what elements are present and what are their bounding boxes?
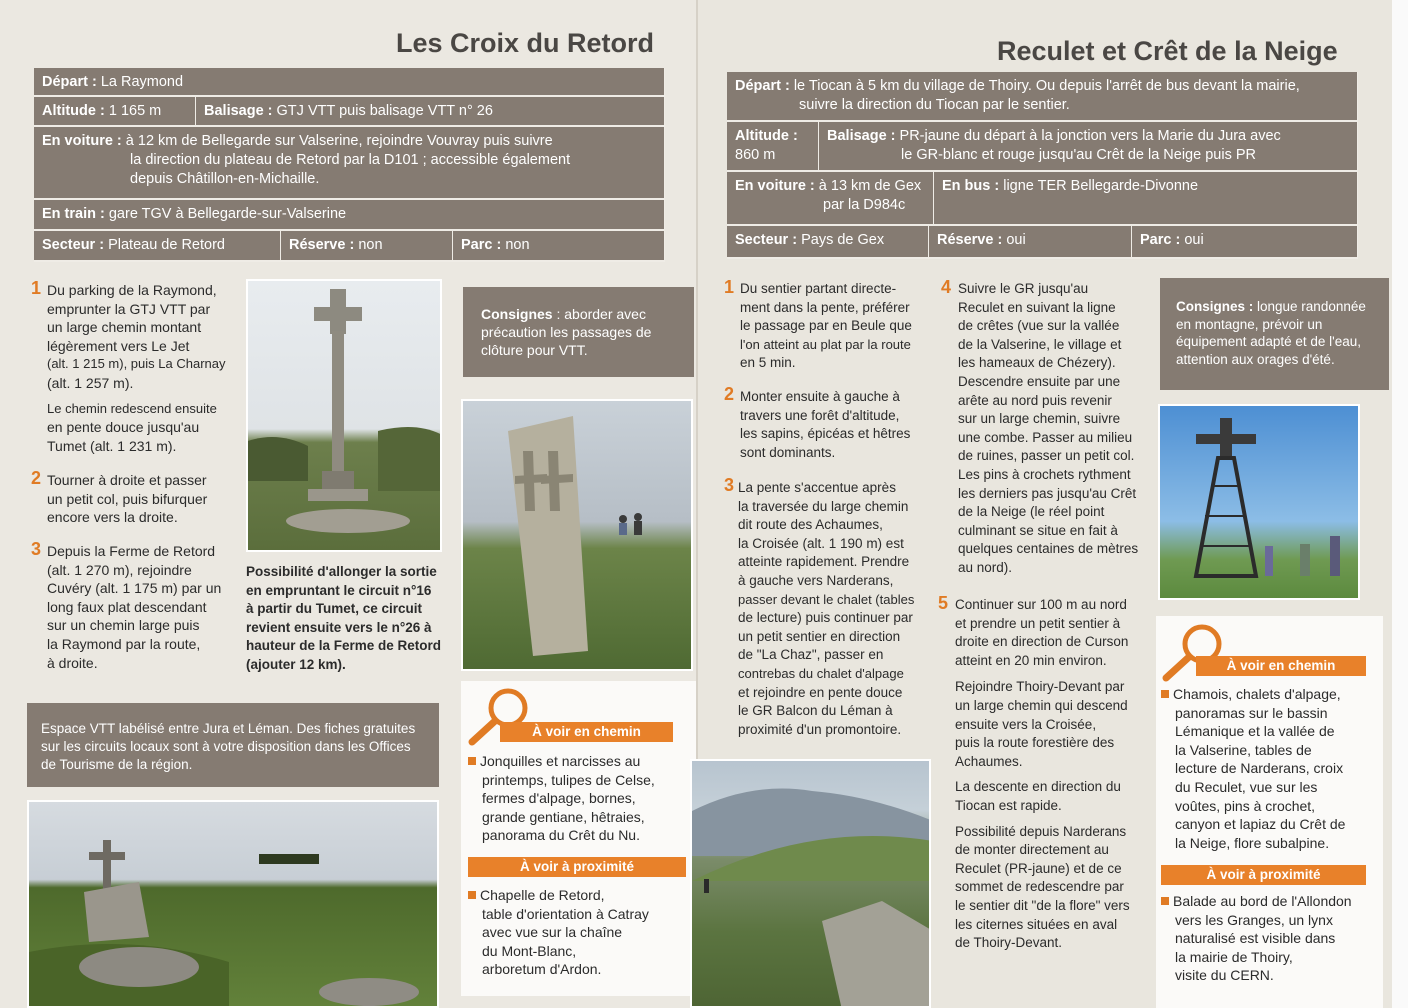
right-step-5: Continuer sur 100 m au nord et prendre un petit sentier à droite en direction de Curson atteint en 20 min environ. Rejoindre Thoiry-Devant par un large chemin qui descend ensuite vers la Croisée, puis la route forestière des Achaumes. La descente en direction du Tiocan est rapide. Possibilité depuis Narderans de monter directement au Reculet (PR-jaune) et de ce sommet de redescendre par le sentier dit "de la flore" vers les citernes situées en aval de Thoiry-Devant. (955, 597, 1130, 951)
photo-standing-stone (461, 399, 693, 671)
right-voir-proximite-list: Balade au bord de l'Allondon vers les Granges, un lynx naturalisé est visible dans la mairie de Thoiry, visite du CERN. (1161, 892, 1376, 985)
step-number-2: 2 (31, 468, 42, 488)
mountain-drawing (692, 761, 931, 1008)
left-step-3: Depuis la Ferme de Retord (alt. 1 270 m), rejoindre Cuvéry (alt. 1 175 m) par un long faux plat descendant sur un chemin large puis la Raymond par la route, à droite. (47, 543, 222, 671)
right-consignes-box: Consignes : longue randonnée en montagne, prévoir un équipement adapté et de l'eau, attention aux orages d'été. (1160, 278, 1389, 390)
left-info-panel: Départ : La Raymond Altitude : 1 165 m Balisage : GTJ VTT puis balisage VTT n° 26 En voiture : à 12 km de Bellegarde sur Valserine, rejoindre Vouvray puis suivre la direction du plateau de Retord par la D101 ; accessible également depuis Châtillon-en-Michaille. En train : gare TGV à Bellegarde-sur-Valserine Secteur : Plateau de Retord Réserve : non Parc : non (34, 68, 665, 262)
left-title: Les Croix du Retord (396, 28, 655, 58)
right-voir-proximite-header: À voir à proximité (1161, 865, 1366, 885)
stone-cross-drawing (248, 281, 442, 552)
right-title: Reculet et Crêt de la Neige (997, 36, 1338, 66)
step-number-3: 3 (724, 475, 735, 495)
step-number-3: 3 (31, 539, 42, 559)
step-number-5: 5 (938, 593, 949, 613)
field-cross-drawing (29, 802, 439, 1008)
left-step-2: Tourner à droite et passer un petit col, puis bifurquer encore vers la droite. (47, 472, 208, 526)
bullet-square (1161, 897, 1169, 905)
right-step-2: Monter ensuite à gauche à travers une forêt d'altitude, les sapins, épicéas et hêtres sont dominants. (740, 389, 911, 460)
metal-cross-drawing (1160, 406, 1360, 600)
right-step-4: Suivre le GR jusqu'au Reculet en suivant la ligne de crêtes (vue sur la vallée de la Valserine, le village et les hameaux de Chézery). Descendre ensuite par une arête au nord puis revenir sur un large chemin, suivre une combe. Passer au milieu de ruines, passer un petit col. Les pins à crochets rythment les derniers pas jusqu'au Crêt de la Neige (le réel point culminant se situe en fait à quelques centaines de mètres au nord). (958, 281, 1139, 575)
photo-stone-cross (246, 279, 442, 552)
left-voir-proximite-header: À voir à proximité (468, 857, 686, 877)
step-number-1: 1 (31, 278, 42, 298)
left-consignes-box: Consignes : aborder avec précaution les passages de clôture pour VTT. (463, 287, 694, 377)
step-number-4: 4 (941, 277, 952, 297)
bullet-square (468, 757, 476, 765)
photo-cross-in-field (27, 800, 439, 1008)
right-voir-chemin-header: À voir en chemin (1196, 656, 1366, 676)
espace-vtt-box: Espace VTT labélisé entre Jura et Léman. Des fiches gratuites sur les circuits locaux sont à votre disposition dans les Offices de Tourisme de la région. (27, 703, 439, 787)
step-number-2: 2 (724, 384, 735, 404)
right-step-3: La pente s'accentue après la traversée du large chemin dit route des Achaumes, la Croisée (alt. 1 190 m) est atteinte rapidement. Prendre à gauche vers Narderans, passer devant le chalet (tables de lecture) puis continuer par un petit sentier en direction de "La Chaz", passer en contrebas du chalet d'alpage et rejoindre en pente douce le GR Balcon du Léman à proximité d'un promontoire. (738, 480, 915, 737)
left-voir-proximite-list: Chapelle de Retord, table d'orientation à Catray avec vue sur la chaîne du Mont-Blanc, arboretum d'Ardon. (468, 886, 688, 979)
left-voir-chemin-header: À voir en chemin (500, 722, 673, 742)
left-step-1: Du parking de la Raymond, emprunter la GTJ VTT par un large chemin montant légèrement vers Le Jet (alt. 1 215 m), puis La Charnay (alt. 1 257 m). Le chemin redescend ensuite en pente douce jusqu'au Tumet (alt. 1 231 m). (47, 282, 226, 454)
left-voir-chemin-list: Jonquilles et narcisses au printemps, tulipes de Celse, fermes d'alpage, bornes, grande gentiane, hêtraies, panorama du Crêt du Nu. (468, 752, 688, 845)
step-number-1: 1 (724, 277, 735, 297)
photo-mountain-ridge (690, 759, 931, 1008)
photo-metal-cross (1158, 404, 1360, 600)
bullet-square (468, 891, 476, 899)
bullet-square (1161, 690, 1169, 698)
right-info-panel: Départ : le Tiocan à 5 km du village de Thoiry. Ou depuis l'arrêt de bus devant la mairie, suivre la direction du Tiocan par le sentier. Altitude : 860 m Balisage : PR-jaune du départ à la jonction vers la Marie du Jura avec le GR-blanc et rouge jusqu'au Crêt de la Neige puis PR En voiture : à 13 km de Gex par la D984c En bus : ligne TER Bellegarde-Divonne Secteur : Pays de Gex Réserve : oui Parc : oui (727, 72, 1358, 259)
right-step-1: Du sentier partant directe- ment dans la pente, préférer le passage par en Beule que l'on atteint au plat par la route en 5 min. (740, 281, 912, 371)
scan-edge (1392, 0, 1408, 1008)
right-voir-chemin-list: Chamois, chalets d'alpage, panoramas sur le bassin Lémanique et la vallée de la Valserine, tables de lecture de Narderans, croix du Reculet, vue sur les voûtes, pins à crochet, canyon et lapiaz du Crêt de la Neige, flore subalpine. (1161, 685, 1376, 852)
possibilite-text: Possibilité d'allonger la sortie en empruntant le circuit n°16 à partir du Tumet, ce circuit revient ensuite vers le n°26 à hauteur de la Ferme de Retord (ajouter 12 km). (246, 564, 442, 672)
standing-stone-drawing (463, 401, 693, 671)
